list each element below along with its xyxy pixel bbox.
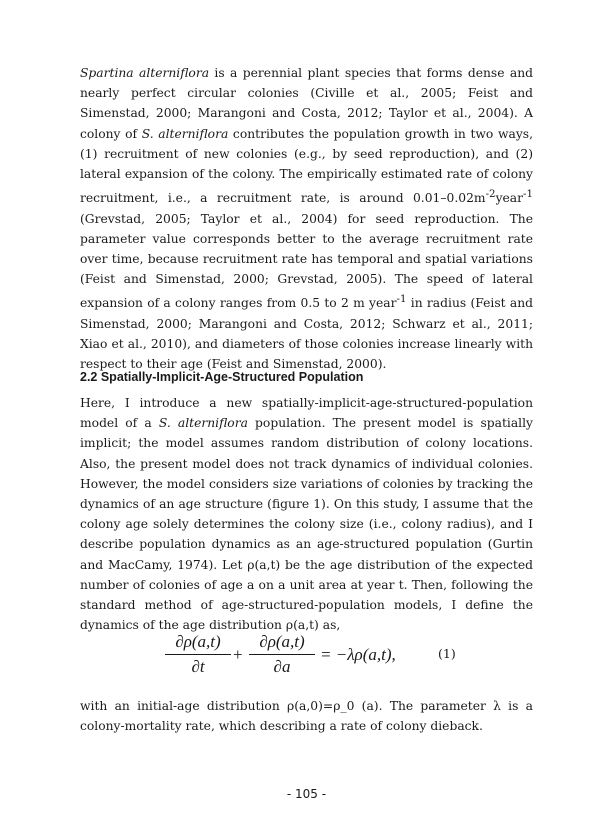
equation-number: (1)	[438, 646, 456, 661]
math-inline: ρ(a,t)	[285, 618, 319, 633]
paragraph-model-description	[80, 393, 533, 635]
text-run: as,	[318, 618, 341, 633]
paragraph-initial-condition	[80, 696, 533, 736]
equation-rhs: = −λρ(a,t),	[320, 645, 396, 664]
math-inline: ρ(a,t)	[247, 557, 281, 572]
math-inline: λ	[493, 699, 501, 713]
fraction-age-derivative	[249, 632, 315, 677]
text-run: (Grevstad, 2005; Taylor et al., 2004) for seed reproduction. The parameter value corresponds better to the average recruitment rate over time, because recruitment rate has temporal and spatial variations (Feist and Simenstad, 2000; Grevstad, 2005). The speed of lateral expansion of a colony ranges from 0.5 to 2 m year	[80, 211, 533, 311]
section-heading: 2.2 Spatially-Implicit-Age-Structured Population	[80, 370, 364, 384]
text-run: with an initial-age distribution	[80, 699, 288, 713]
math-inline: ρ(a,0)=ρ_0 (a)	[287, 699, 379, 713]
fraction-time-derivative	[165, 632, 231, 677]
species-name-abbrev: S. alterniflora	[158, 416, 248, 431]
equation-1	[165, 632, 525, 682]
paragraph-spartina-growth	[80, 63, 533, 374]
text-run: is a perennial plant species that forms dense and nearly perfect circular colonies (Civille et al., 2005; Feist and Simenstad, 2000; Marangoni and Costa, 2012; Taylor et al., 2004). A colony of	[80, 66, 533, 141]
superscript: -1	[396, 293, 407, 306]
numerator: ∂ρ(a,t)	[249, 632, 315, 655]
text-run: is a colony-mortality rate, which describing a rate of colony dieback.	[80, 699, 534, 734]
page-number: - 105 -	[286, 787, 327, 801]
text-run: be the age distribution of the expected number of colonies of age a on a unit area at year t. Then, following the standard method of age-structured-population models, I define the dynamics of the age distribution	[80, 557, 534, 633]
species-name: Spartina alterniflora	[80, 66, 210, 80]
numerator: ∂ρ(a,t)	[165, 632, 231, 655]
text-run: year	[495, 191, 523, 206]
text-run: Here, I introduce a new spatially-implicit-age-structured-population model of a	[80, 396, 533, 431]
text-run: population. The present model is spatially implicit; the model assumes random distribution of colony locations. Also, the present model does not track dynamics of individual colonies. However, the model considers size variations of colonies by tracking the dynamics of an age structure (figure 1). On this study, I assume that the colony age solely determines the colony size (i.e., colony radius), and I describe population dynamics as an age-structured population (Gurtin and MacCamy, 1974). Let	[80, 416, 533, 572]
text-run: . The parameter	[378, 699, 494, 713]
text-run: contributes the population growth in two ways, (1) recruitment of new colonies (e.g., by seed reproduction), and (2) lateral expansion of the colony. The empirically estimated rate of colony recruitment, i.e., a recruitment rate, is around 0.01–0.02m	[80, 126, 533, 206]
superscript: -2	[485, 188, 496, 201]
plus-sign: +	[233, 645, 243, 664]
superscript: -1	[523, 188, 533, 201]
denominator: ∂t	[191, 657, 205, 676]
species-name-abbrev: S. alterniflora	[141, 126, 229, 141]
text-run: in radius (Feist and Simenstad, 2000; Marangoni and Costa, 2012; Schwarz et al., 2011; Xiao et al., 2010), and diameters of those colonies increase linearly with respect to their age (Feist and Simenstad, 2000).	[80, 296, 534, 372]
denominator: ∂a	[273, 657, 291, 676]
